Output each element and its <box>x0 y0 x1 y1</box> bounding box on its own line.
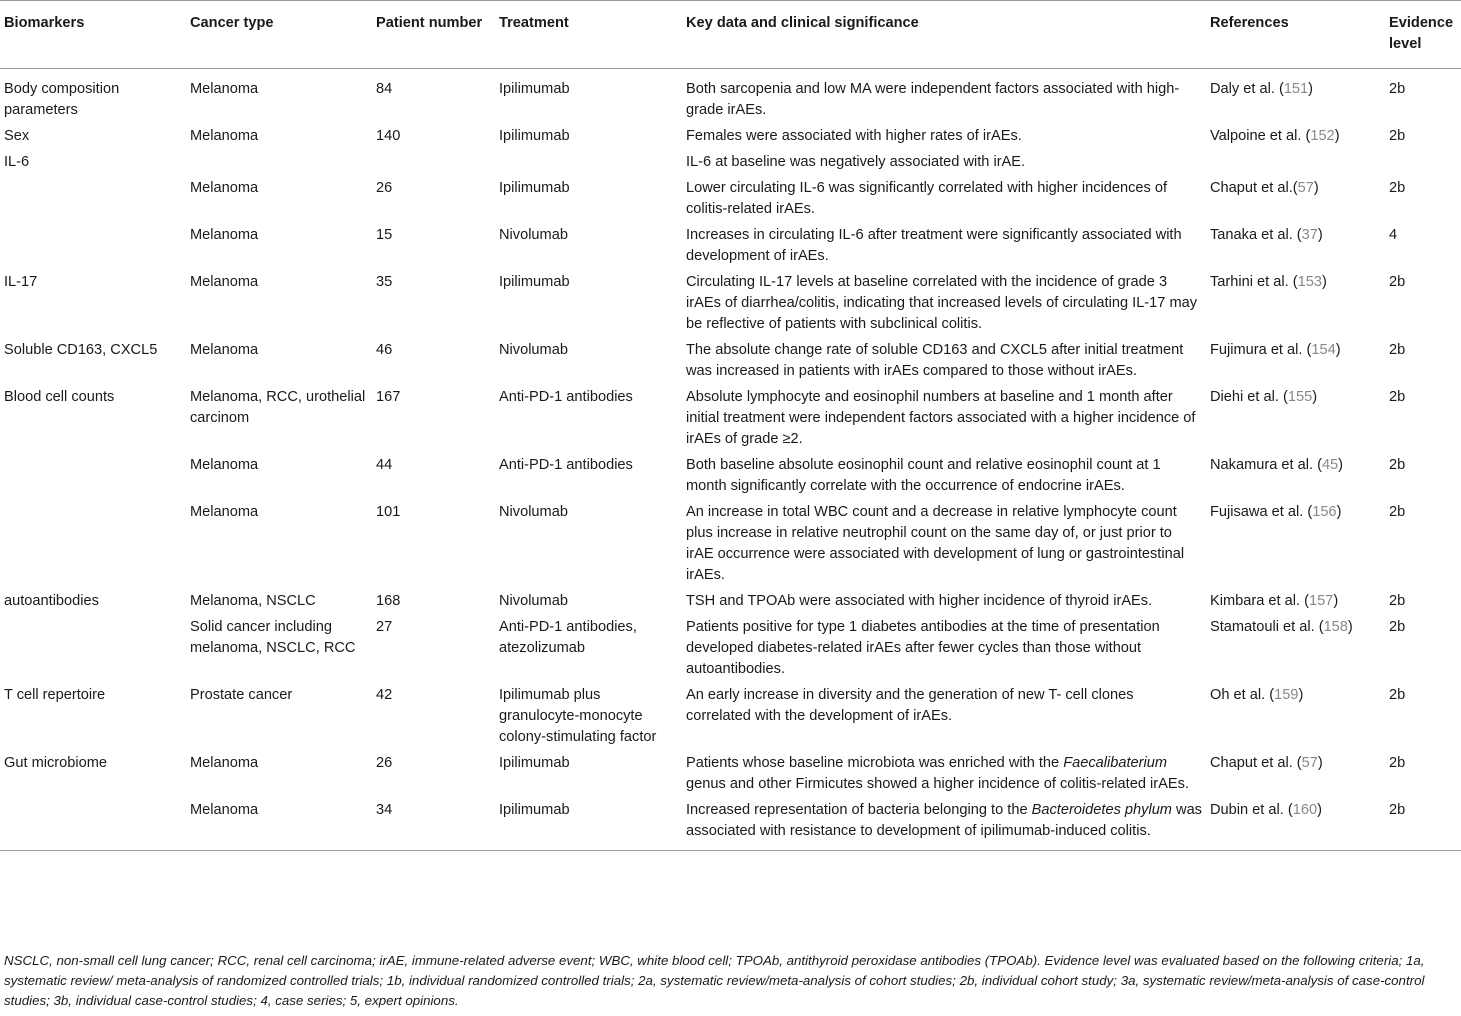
cell-evidence-level: 2b <box>1389 457 1406 473</box>
key-text-start: Increased representation of bacteria belonging to the <box>686 802 1032 818</box>
cell-treatment: Nivolumab <box>499 342 568 358</box>
cell-key-data: An increase in total WBC count and a decrease in relative lymphocyte count plus increase in relative neutrophil count on the same day of, or just prior to irAE occurrence were associated with development of lung or gastrointestinal irAEs. <box>686 504 1185 583</box>
cell-key-data <box>682 800 1206 851</box>
cell-key-data: Patients positive for type 1 diabetes antibodies at the time of presentation developed diabetes-related irAEs after fewer cycles than those without autoantibodies. <box>686 619 1160 677</box>
cell-treatment: Ipilimumab <box>499 180 570 196</box>
cell-evidence-level: 2b <box>1385 800 1461 851</box>
cell-cancer-type: Melanoma <box>190 755 259 771</box>
cell-reference <box>1206 152 1385 178</box>
cell-evidence-level: 2b <box>1389 687 1406 703</box>
key-text-start: Patients whose baseline microbiota was enriched with the <box>686 755 1064 771</box>
cell-patient-number: 42 <box>376 687 393 703</box>
reference-close: ) <box>1338 457 1344 473</box>
table-row <box>0 272 1461 340</box>
cell-reference <box>1206 225 1385 272</box>
header-treatment: Treatment <box>495 1 682 69</box>
cell-key-data: Increases in circulating IL-6 after treatment were significantly associated with development of irAEs. <box>686 227 1182 264</box>
reference-authors: Dubin et al. ( <box>1210 802 1293 818</box>
reference-close: ) <box>1317 802 1322 818</box>
cell-reference <box>1206 617 1385 685</box>
cell-reference <box>1206 272 1385 340</box>
cell-reference <box>1206 455 1385 502</box>
reference-close: ) <box>1336 504 1342 520</box>
table-row <box>0 753 1461 800</box>
cell-reference <box>1206 126 1385 152</box>
reference-authors: Stamatouli et al. ( <box>1210 619 1324 635</box>
reference-number-link[interactable]: 160 <box>1292 802 1318 818</box>
cell-patient-number: 84 <box>376 81 393 97</box>
key-text-end: was associated with resistance to development of ipilimumab-induced colitis. <box>686 802 1202 839</box>
cell-biomarker: T cell repertoire <box>4 687 106 703</box>
table-row <box>0 617 1461 685</box>
reference-number-link[interactable]: 155 <box>1287 389 1313 405</box>
reference-number-link[interactable]: 57 <box>1297 180 1314 196</box>
cell-key-data: Absolute lymphocyte and eosinophil numbers at baseline and 1 month after initial treatment were independent factors associated with a higher incidence of irAEs of grade ≥2. <box>686 389 1196 447</box>
cell-treatment: Anti-PD-1 antibodies <box>499 389 633 405</box>
cell-cancer-type: Solid cancer including melanoma, NSCLC, RCC <box>190 619 356 656</box>
cell-treatment: Ipilimumab <box>499 274 570 290</box>
cell-biomarker <box>0 800 186 851</box>
cell-evidence-level: 2b <box>1389 755 1406 771</box>
reference-close: ) <box>1313 180 1319 196</box>
reference-number-link[interactable]: 57 <box>1301 755 1318 771</box>
reference-authors: Fujimura et al. ( <box>1210 342 1312 358</box>
cell-patient-number: 27 <box>376 619 393 635</box>
cell-cancer-type: Melanoma, NSCLC <box>190 593 316 609</box>
table-row <box>0 126 1461 152</box>
reference-authors: Kimbara et al. ( <box>1210 593 1309 609</box>
cell-key-data: Both baseline absolute eosinophil count and relative eosinophil count at 1 month significantly correlate with the occurrence of endocrine irAEs. <box>686 457 1161 494</box>
table-row <box>0 340 1461 387</box>
table-row <box>0 685 1461 753</box>
cell-treatment: Ipilimumab <box>495 800 682 851</box>
cell-cancer-type: Melanoma, RCC, urothelial carcinom <box>190 389 366 426</box>
cell-cancer-type: Melanoma <box>190 128 259 144</box>
cell-evidence-level: 2b <box>1389 593 1406 609</box>
reference-authors: Fujisawa et al. ( <box>1210 504 1313 520</box>
key-text-taxon: Bacteroidetes phylum <box>1031 802 1172 818</box>
table-row <box>0 178 1461 225</box>
cell-treatment: Nivolumab <box>499 593 568 609</box>
cell-patient-number: 26 <box>376 180 393 196</box>
key-text-taxon: Faecalibaterium <box>1063 755 1168 771</box>
table-row <box>0 225 1461 272</box>
cell-key-data: Lower circulating IL-6 was significantly correlated with higher incidences of colitis-related irAEs. <box>686 180 1168 217</box>
reference-close: ) <box>1317 227 1323 243</box>
cell-biomarker <box>0 225 186 272</box>
reference-authors: Nakamura et al. ( <box>1210 457 1322 473</box>
reference-close: ) <box>1333 593 1339 609</box>
cell-treatment: Nivolumab <box>499 504 568 520</box>
table-row <box>0 591 1461 617</box>
cell-biomarker <box>0 502 186 591</box>
cell-patient-number: 35 <box>376 274 393 290</box>
cell-key-data: The absolute change rate of soluble CD163 and CXCL5 after initial treatment was increased in patients with irAEs compared to those without irAEs. <box>686 342 1184 379</box>
cell-patient-number: 140 <box>376 128 401 144</box>
table-header <box>0 1 1461 69</box>
cell-cancer-type: Prostate cancer <box>190 687 293 703</box>
cell-evidence-level: 4 <box>1389 227 1398 243</box>
reference-number-link[interactable]: 156 <box>1312 504 1337 520</box>
cell-cancer-type: Melanoma <box>190 504 259 520</box>
table-footnote: NSCLC, non-small cell lung cancer; RCC, renal cell carcinoma; irAE, immune-related adverse event; WBC, white blood cell; TPOAb, antithyroid peroxidase antibodies (TPOAb). Evidence level was evaluated based on the following criteria; 1a, systematic review/ meta-analysis of randomized controlled trials; 1b, individual randomized controlled trials; 2a, systematic review/meta-analysis of cohort studies; 2b, individual cohort study; 3a, systematic review/meta-analysis of case-control studies; 3b, individual case-control studies; 4, case series; 5, expert opinions. <box>4 953 1425 1008</box>
table-row <box>0 455 1461 502</box>
table-row <box>0 152 1461 178</box>
cell-treatment: Nivolumab <box>499 227 568 243</box>
cell-patient-number: 44 <box>376 457 393 473</box>
header-patient-number: Patient number <box>372 1 495 69</box>
reference-close: ) <box>1312 389 1318 405</box>
cell-patient-number: 26 <box>376 755 393 771</box>
cell-biomarker <box>0 617 186 685</box>
cell-evidence-level: 2b <box>1389 180 1406 196</box>
reference-number-link[interactable]: 157 <box>1308 593 1334 609</box>
cell-patient-number: 34 <box>372 800 495 851</box>
cell-treatment: Ipilimumab <box>499 81 570 97</box>
reference-close: ) <box>1308 81 1314 97</box>
reference-number-link[interactable]: 152 <box>1310 128 1335 144</box>
table-row <box>0 387 1461 455</box>
table-body <box>0 69 1461 851</box>
cell-cancer-type: Melanoma <box>190 81 259 97</box>
cell-patient-number <box>372 152 495 178</box>
cell-evidence-level: 2b <box>1389 389 1406 405</box>
key-text-end: genus and other Firmicutes showed a higher incidence of colitis-related irAEs. <box>686 776 1189 792</box>
cell-key-data <box>682 753 1206 800</box>
cell-patient-number: 46 <box>376 342 393 358</box>
cell-biomarker: Blood cell counts <box>4 389 115 405</box>
reference-close: ) <box>1298 687 1304 703</box>
cell-biomarker <box>0 455 186 502</box>
reference-close: ) <box>1334 128 1340 144</box>
cell-reference <box>1206 502 1385 591</box>
cell-evidence-level: 2b <box>1389 274 1406 290</box>
cell-cancer-type: Melanoma <box>186 800 372 851</box>
cell-biomarker <box>0 178 186 225</box>
header-row <box>0 1 1461 69</box>
cell-cancer-type: Melanoma <box>190 342 259 358</box>
cell-biomarker: autoantibodies <box>4 593 99 609</box>
reference-number-link[interactable]: 37 <box>1301 227 1318 243</box>
cell-treatment: Ipilimumab plus granulocyte-monocyte colony-stimulating factor <box>499 687 657 745</box>
header-evidence-level: Evidence level <box>1385 1 1461 69</box>
cell-treatment: Anti-PD-1 antibodies <box>499 457 633 473</box>
cell-key-data: An early increase in diversity and the generation of new T- cell clones correlated with the development of irAEs. <box>686 687 1134 724</box>
cell-evidence-level: 2b <box>1389 128 1406 144</box>
reference-authors: Diehi et al. ( <box>1210 389 1288 405</box>
cell-key-data: Both sarcopenia and low MA were independent factors associated with high-grade irAEs. <box>686 81 1180 118</box>
cell-reference <box>1206 753 1385 800</box>
cell-cancer-type: Melanoma <box>190 180 259 196</box>
cell-reference <box>1206 685 1385 753</box>
reference-number-link[interactable]: 45 <box>1321 457 1339 473</box>
reference-authors: Chaput et al. ( <box>1210 755 1302 771</box>
cell-evidence-level: 2b <box>1389 619 1406 635</box>
cell-reference <box>1206 178 1385 225</box>
cell-treatment: Ipilimumab <box>499 128 570 144</box>
cell-evidence-level: 2b <box>1389 342 1406 358</box>
cell-evidence-level: 2b <box>1389 504 1406 520</box>
reference-close: ) <box>1347 619 1353 635</box>
reference-number-link[interactable]: 158 <box>1323 619 1348 635</box>
reference-number-link[interactable]: 159 <box>1274 687 1299 703</box>
header-biomarkers: Biomarkers <box>0 1 186 69</box>
cell-biomarker: IL-17 <box>4 274 38 290</box>
cell-evidence-level <box>1385 152 1461 178</box>
cell-biomarker: Gut microbiome <box>4 755 107 771</box>
cell-patient-number: 168 <box>376 593 401 609</box>
cell-cancer-type <box>186 152 372 178</box>
reference-number-link[interactable]: 154 <box>1311 342 1336 358</box>
cell-key-data: Females were associated with higher rates of irAEs. <box>686 128 1022 144</box>
reference-authors: Tanaka et al. ( <box>1210 227 1302 243</box>
reference-authors: Daly et al. ( <box>1210 81 1284 97</box>
cell-treatment: Anti-PD-1 antibodies, atezolizumab <box>499 619 637 656</box>
reference-authors: Chaput et al.( <box>1210 180 1298 196</box>
cell-reference <box>1206 340 1385 387</box>
cell-reference <box>1206 800 1385 851</box>
cell-biomarker: IL-6 <box>4 154 30 170</box>
reference-close: ) <box>1335 342 1341 358</box>
cell-cancer-type: Melanoma <box>190 274 259 290</box>
reference-number-link[interactable]: 151 <box>1283 81 1309 97</box>
cell-cancer-type: Melanoma <box>190 457 259 473</box>
table-row <box>0 800 1461 851</box>
reference-number-link[interactable]: 153 <box>1297 274 1322 290</box>
cell-key-data: TSH and TPOAb were associated with higher incidence of thyroid irAEs. <box>686 593 1153 609</box>
header-references: References <box>1206 1 1385 69</box>
table-row <box>0 69 1461 127</box>
cell-cancer-type: Melanoma <box>190 227 259 243</box>
reference-authors: Oh et al. ( <box>1210 687 1275 703</box>
cell-reference <box>1206 591 1385 617</box>
cell-key-data: IL-6 at baseline was negatively associated with irAE. <box>686 154 1026 170</box>
reference-authors: Tarhini et al. ( <box>1210 274 1298 290</box>
cell-biomarker: Sex <box>4 128 30 144</box>
cell-key-data: Circulating IL-17 levels at baseline correlated with the incidence of grade 3 irAEs of diarrhea/colitis, indicating that increased levels of circulating IL-17 may be reflective of patients with subclinical colitis. <box>686 274 1198 332</box>
cell-treatment <box>495 152 682 178</box>
cell-patient-number: 167 <box>376 389 401 405</box>
cell-biomarker: Soluble CD163, CXCL5 <box>4 342 158 358</box>
cell-treatment: Ipilimumab <box>499 755 570 771</box>
cell-patient-number: 101 <box>376 504 401 520</box>
table-row <box>0 502 1461 591</box>
cell-reference <box>1206 387 1385 455</box>
reference-close: ) <box>1321 274 1327 290</box>
cell-evidence-level: 2b <box>1389 81 1406 97</box>
header-key-data: Key data and clinical significance <box>682 1 1206 69</box>
reference-authors: Valpoine et al. ( <box>1210 128 1311 144</box>
cell-reference <box>1206 69 1385 127</box>
header-cancer-type: Cancer type <box>186 1 372 69</box>
cell-biomarker: Body composition parameters <box>4 81 120 118</box>
cell-patient-number: 15 <box>376 227 393 243</box>
reference-close: ) <box>1317 755 1323 771</box>
